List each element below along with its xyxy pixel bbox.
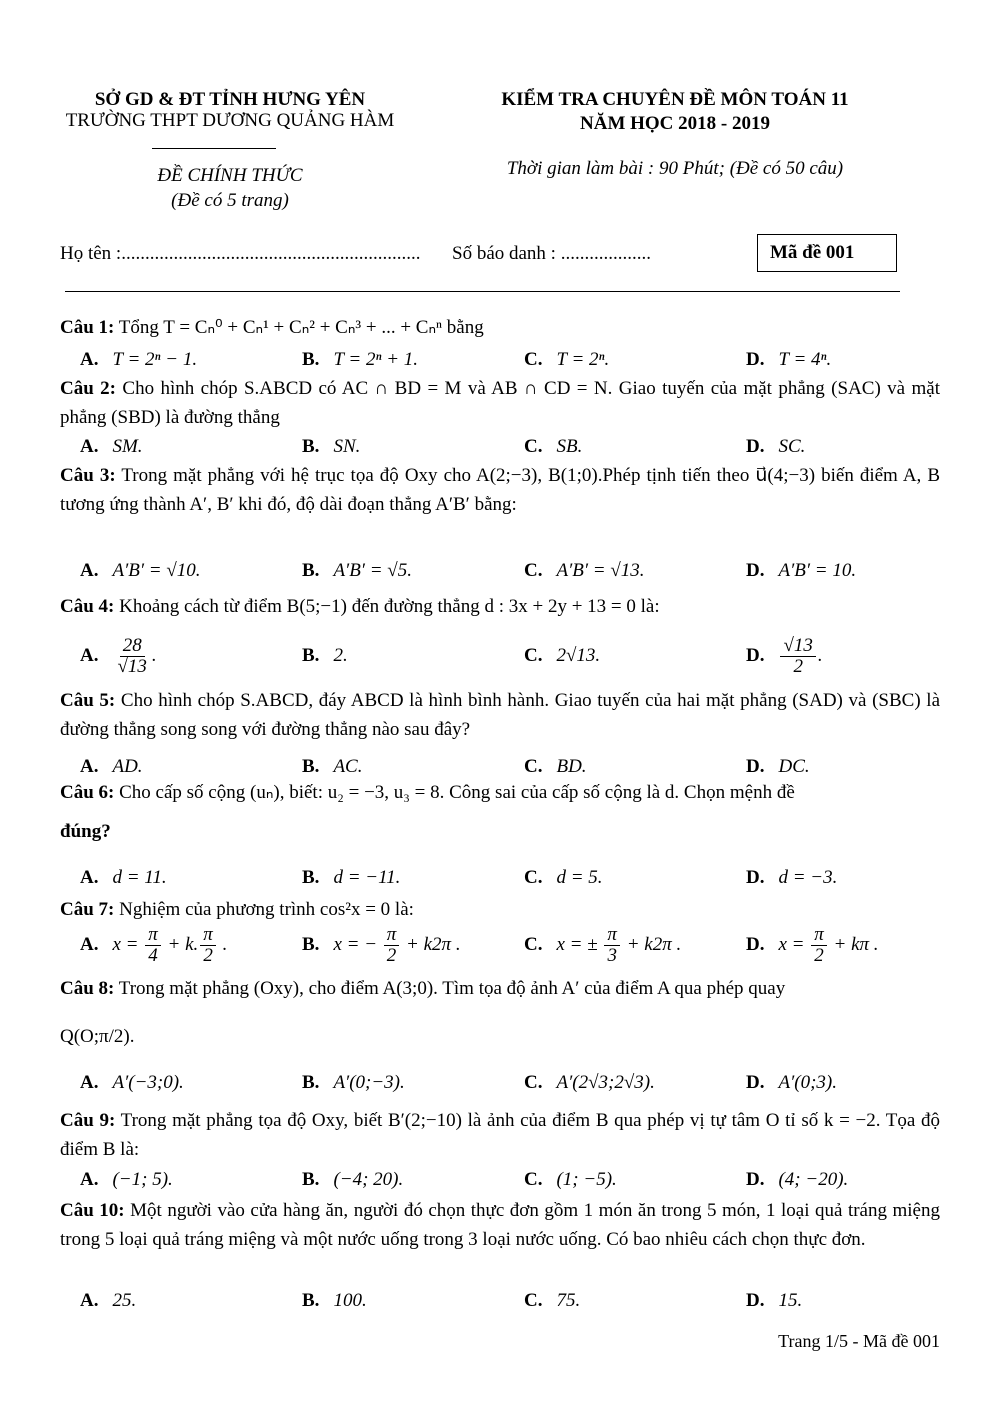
option-letter: D. — [746, 645, 765, 666]
question-label: Câu 5: — [60, 690, 116, 711]
option-text: 100. — [333, 1290, 367, 1311]
option-content — [556, 1169, 616, 1191]
question-text: Trong mặt phẳng với hệ trục tọa độ Oxy cho A(2;−3), B(1;0).Phép tịnh tiến theo u⃗(4;−3) biến điểm A, B tương ứng thành A′, B′ khi đó, độ dài đoạn thẳng A′B′ bằng: — [60, 465, 940, 515]
page-count-label: (Đề có 5 trang) — [171, 190, 289, 211]
answer-option-d[interactable] — [746, 345, 831, 375]
option-letter: C. — [524, 1169, 543, 1190]
option-suffix: + kπ . — [828, 933, 879, 955]
option-content — [556, 925, 681, 966]
answer-option-a[interactable] — [80, 923, 228, 966]
option-text: d = −3. — [778, 867, 838, 888]
option-text: (1; −5). — [556, 1169, 617, 1190]
answer-option-d[interactable] — [746, 1165, 848, 1195]
question-text: Nghiệm của phương trình cos²x = 0 là: — [119, 899, 414, 920]
option-letter: C. — [524, 645, 543, 666]
option-letter: C. — [524, 349, 543, 370]
question-9 — [60, 1106, 940, 1164]
option-letter: A. — [80, 560, 99, 581]
answer-option-c[interactable] — [524, 923, 682, 966]
answer-option-d[interactable] — [746, 556, 856, 586]
question-label: Câu 1: — [60, 317, 115, 338]
name-field[interactable]: Họ tên :............................................................... — [60, 243, 421, 264]
answer-option-c[interactable] — [524, 863, 603, 893]
option-content — [333, 925, 460, 966]
question-label: Câu 7: — [60, 899, 115, 920]
question-8 — [60, 974, 940, 1003]
option-text: SC. — [778, 436, 806, 457]
question-label: Câu 2: — [60, 378, 117, 399]
option-text: A′B′ = 10. — [778, 560, 857, 581]
answer-option-d[interactable] — [746, 1286, 802, 1316]
option-content — [112, 1169, 172, 1191]
answer-option-c[interactable] — [524, 432, 582, 462]
option-text: T = 2ⁿ + 1. — [333, 349, 419, 370]
question-text-continued-line: Q(O;π/2). — [60, 1026, 135, 1047]
question-text: Một người vào cửa hàng ăn, người đó chọn thực đơn gồm 1 món ăn trong 5 món, 1 loại quả tráng miệng trong 5 loại quả tráng miệng và một nước uống trong 3 loại nước uống. Có bao nhiêu cách chọn thực đơn. — [60, 1200, 940, 1250]
option-content — [112, 756, 142, 778]
answer-option-b[interactable] — [302, 863, 400, 893]
fraction-denominator: 2 — [386, 944, 397, 966]
option-content — [556, 1072, 654, 1094]
option-letter: B. — [302, 1169, 320, 1190]
option-prefix: x = — [778, 933, 810, 955]
answer-option-a[interactable] — [80, 1286, 136, 1316]
option-text: A′(0;−3). — [333, 1072, 405, 1093]
option-letter: C. — [524, 560, 543, 581]
question-label: Câu 3: — [60, 465, 116, 486]
option-text: AC. — [333, 756, 363, 777]
option-letter: B. — [302, 756, 320, 777]
option-text: (4; −20). — [778, 1169, 849, 1190]
option-letter: D. — [746, 1290, 765, 1311]
option-content — [333, 436, 360, 458]
answer-option-c[interactable] — [524, 1165, 617, 1195]
question-text-continued — [60, 1022, 940, 1051]
option-content — [556, 1290, 580, 1312]
option-text: A′B′ = √5. — [333, 560, 412, 581]
question-5 — [60, 686, 940, 744]
answer-option-a[interactable] — [80, 345, 197, 375]
fraction-numerator: π — [811, 925, 827, 946]
option-text: (−4; 20). — [333, 1169, 404, 1190]
option-letter: A. — [80, 1072, 99, 1093]
department-name: SỞ GD & ĐT TỈNH HƯNG YÊN — [94, 89, 366, 110]
option-text: BD. — [556, 756, 587, 777]
option-letter: C. — [524, 1290, 543, 1311]
option-letter: D. — [746, 756, 765, 777]
option-period: . — [817, 644, 823, 666]
fraction — [811, 925, 827, 966]
option-letter: B. — [302, 934, 320, 955]
answer-option-a[interactable] — [80, 634, 157, 677]
option-letter: B. — [302, 349, 320, 370]
fraction — [145, 925, 161, 966]
option-prefix: x = − — [333, 933, 382, 955]
question-label: Câu 9: — [60, 1110, 116, 1131]
fraction-numerator: π — [145, 925, 161, 946]
option-content — [778, 925, 878, 966]
question-text: Trong mặt phẳng tọa độ Oxy, biết B′(2;−10) là ảnh của điểm B qua phép vị tự tâm O tỉ số k = −2. Tọa độ điểm B là: — [60, 1110, 940, 1160]
option-content — [778, 560, 856, 582]
answer-option-b[interactable] — [302, 1286, 367, 1316]
fraction-denominator: 3 — [607, 944, 617, 966]
exam-code-box: Mã đề 001 — [757, 234, 897, 272]
option-content — [778, 436, 805, 458]
option-text: d = −11. — [333, 867, 401, 888]
option-text: 15. — [778, 1290, 803, 1311]
school-name: TRƯỜNG THPT DƯƠNG QUẢNG HÀM — [65, 110, 395, 131]
answer-option-c[interactable] — [524, 641, 600, 671]
option-letter: D. — [746, 867, 765, 888]
option-content — [556, 645, 600, 667]
option-text: A′B′ = √13. — [556, 560, 645, 581]
option-text: 2. — [333, 645, 348, 666]
option-letter: C. — [524, 436, 543, 457]
header-bottom-rule — [65, 291, 900, 292]
option-letter: D. — [746, 436, 765, 457]
question-10 — [60, 1196, 940, 1254]
question-text: Cho hình chóp S.ABCD, đáy ABCD là hình bình hành. Giao tuyến của hai mặt phẳng (SAD) và (SBC) là đường thẳng song song với đường thẳng nào sau đây? — [60, 690, 941, 740]
fraction — [200, 925, 216, 966]
school-year: NĂM HỌC 2018 - 2019 — [580, 113, 770, 134]
option-content — [333, 349, 418, 371]
fraction — [604, 925, 620, 966]
option-letter: D. — [746, 934, 765, 955]
fraction-denominator: √13 — [117, 655, 147, 677]
fraction — [114, 636, 149, 677]
fraction-denominator: 2 — [793, 655, 803, 677]
question-text-continued — [60, 817, 940, 846]
question-2 — [60, 374, 940, 432]
option-letter: C. — [524, 867, 543, 888]
option-letter: C. — [524, 934, 543, 955]
option-letter: A. — [80, 756, 99, 777]
option-content — [112, 560, 200, 582]
fraction-numerator: π — [200, 925, 216, 946]
option-letter: B. — [302, 560, 320, 581]
option-suffix: + k2π . — [621, 933, 682, 955]
option-content — [333, 867, 400, 889]
exam-title: KIỂM TRA CHUYÊN ĐỀ MÔN TOÁN 11 — [501, 89, 849, 110]
question-7 — [60, 895, 940, 924]
answer-option-b[interactable] — [302, 556, 412, 586]
option-letter: D. — [746, 1072, 765, 1093]
option-content — [556, 349, 609, 371]
question-text: Cho cấp số cộng (uₙ), biết: u₂ = −3, u₃ = 8. Công sai của cấp số cộng là d. Chọn mệnh đề — [119, 782, 795, 803]
answer-option-a[interactable] — [80, 432, 143, 462]
option-content — [112, 349, 197, 371]
option-content — [333, 560, 412, 582]
answer-option-c[interactable] — [524, 556, 645, 586]
question-text: Tổng T = Cₙ⁰ + Cₙ¹ + Cₙ² + Cₙ³ + ... + Cₙⁿ bằng — [118, 317, 484, 338]
option-text: A′B′ = √10. — [112, 560, 201, 581]
option-text: DC. — [778, 756, 810, 777]
option-letter: C. — [524, 1072, 543, 1093]
option-middle: + k. — [162, 933, 199, 955]
option-text: SN. — [333, 436, 361, 457]
header-divider — [152, 148, 276, 149]
question-text-continued-line: đúng? — [60, 821, 111, 842]
question-label: Câu 8: — [60, 978, 115, 999]
option-period: . — [151, 644, 157, 666]
answer-option-b[interactable] — [302, 432, 360, 462]
answer-option-b[interactable] — [302, 923, 461, 966]
option-prefix: x = ± — [556, 933, 603, 955]
fraction-numerator: π — [604, 925, 620, 946]
answer-option-a[interactable] — [80, 1068, 184, 1098]
option-content — [112, 925, 227, 966]
option-content — [778, 756, 809, 778]
option-text: SM. — [112, 436, 143, 457]
option-content — [112, 1290, 136, 1312]
option-letter: A. — [80, 867, 99, 888]
option-letter: D. — [746, 349, 765, 370]
option-text: A′(2√3;2√3). — [556, 1072, 655, 1093]
option-text: 25. — [112, 1290, 137, 1311]
answer-option-b[interactable] — [302, 1165, 403, 1195]
option-suffix: + k2π . — [401, 933, 461, 955]
option-text: (−1; 5). — [112, 1169, 173, 1190]
option-suffix: . — [217, 933, 228, 955]
fraction-numerator: √13 — [780, 636, 815, 657]
option-letter: A. — [80, 645, 99, 666]
option-letter: B. — [302, 1290, 320, 1311]
answer-option-a[interactable] — [80, 1165, 173, 1195]
answer-option-d[interactable] — [746, 923, 879, 966]
option-text: AD. — [112, 756, 143, 777]
question-text: Khoảng cách từ điểm B(5;−1) đến đường thẳng d : 3x + 2y + 13 = 0 là: — [119, 596, 660, 617]
option-text: A′(0;3). — [778, 1072, 837, 1093]
option-letter: B. — [302, 867, 320, 888]
question-1 — [60, 313, 940, 342]
option-text: T = 4ⁿ. — [778, 349, 832, 370]
answer-option-d[interactable] — [746, 1068, 837, 1098]
option-prefix: x = — [112, 933, 144, 955]
answer-option-b[interactable] — [302, 641, 348, 671]
exam-time: Thời gian làm bài : 90 Phút; (Đề có 50 câu) — [506, 158, 844, 179]
answer-option-c[interactable] — [524, 1286, 580, 1316]
option-text: T = 2ⁿ. — [556, 349, 610, 370]
option-text: 2√13. — [556, 645, 601, 666]
question-4 — [60, 592, 940, 621]
option-content — [112, 867, 166, 889]
candidate-number-field[interactable]: Số báo danh : ................... — [452, 243, 651, 264]
option-letter: A. — [80, 934, 99, 955]
option-letter: A. — [80, 1290, 99, 1311]
option-content — [778, 1169, 848, 1191]
answer-option-d[interactable] — [746, 634, 823, 677]
option-content — [112, 436, 142, 458]
option-letter: D. — [746, 1169, 765, 1190]
option-letter: A. — [80, 1169, 99, 1190]
option-text: d = 5. — [556, 867, 603, 888]
option-letter: A. — [80, 349, 99, 370]
option-content — [333, 756, 362, 778]
option-content — [778, 349, 831, 371]
answer-option-a[interactable] — [80, 863, 167, 893]
fraction-denominator: 2 — [814, 944, 824, 966]
option-content — [778, 636, 822, 677]
answer-option-c[interactable] — [524, 1068, 655, 1098]
option-letter: B. — [302, 1072, 320, 1093]
answer-option-a[interactable] — [80, 556, 201, 586]
fraction — [384, 925, 400, 966]
option-content — [556, 436, 582, 458]
option-content — [112, 636, 156, 677]
option-content — [778, 1290, 802, 1312]
answer-option-b[interactable] — [302, 1068, 405, 1098]
fraction-denominator: 4 — [148, 944, 158, 966]
option-content — [556, 867, 602, 889]
option-letter: B. — [302, 645, 320, 666]
page-footer: Trang 1/5 - Mã đề 001 — [778, 1331, 940, 1351]
option-text: A′(−3;0). — [112, 1072, 184, 1093]
option-content — [333, 645, 347, 667]
official-label: ĐỀ CHÍNH THỨC — [157, 165, 303, 186]
question-label: Câu 4: — [60, 596, 115, 617]
answer-option-c[interactable] — [524, 345, 609, 375]
option-content — [333, 1290, 366, 1312]
answer-option-b[interactable] — [302, 345, 418, 375]
question-3 — [60, 461, 940, 519]
option-content — [333, 1072, 404, 1094]
question-label: Câu 6: — [60, 782, 115, 803]
answer-option-d[interactable] — [746, 863, 837, 893]
option-text: 75. — [556, 1290, 581, 1311]
option-letter: C. — [524, 756, 543, 777]
option-content — [778, 1072, 837, 1094]
fraction-numerator: π — [384, 925, 400, 946]
option-text: SB. — [556, 436, 583, 457]
option-content — [112, 1072, 183, 1094]
fraction — [780, 636, 815, 677]
option-text: d = 11. — [112, 867, 167, 888]
fraction-denominator: 2 — [203, 944, 213, 966]
question-6 — [60, 778, 940, 807]
question-text: Trong mặt phẳng (Oxy), cho điểm A(3;0). Tìm tọa độ ảnh A′ của điểm A qua phép quay — [118, 978, 786, 999]
option-letter: A. — [80, 436, 99, 457]
fraction-numerator: 28 — [120, 636, 145, 657]
option-content — [556, 756, 586, 778]
option-letter: D. — [746, 560, 765, 581]
answer-option-d[interactable] — [746, 432, 805, 462]
option-text: T = 2ⁿ − 1. — [112, 349, 198, 370]
question-label: Câu 10: — [60, 1200, 125, 1221]
option-content — [333, 1169, 403, 1191]
option-letter: B. — [302, 436, 320, 457]
question-text: Cho hình chóp S.ABCD có AC ∩ BD = M và AB ∩ CD = N. Giao tuyến của mặt phẳng (SAC) và mặt phẳng (SBD) là đường thẳng — [60, 378, 940, 428]
option-content — [778, 867, 837, 889]
option-content — [556, 560, 644, 582]
